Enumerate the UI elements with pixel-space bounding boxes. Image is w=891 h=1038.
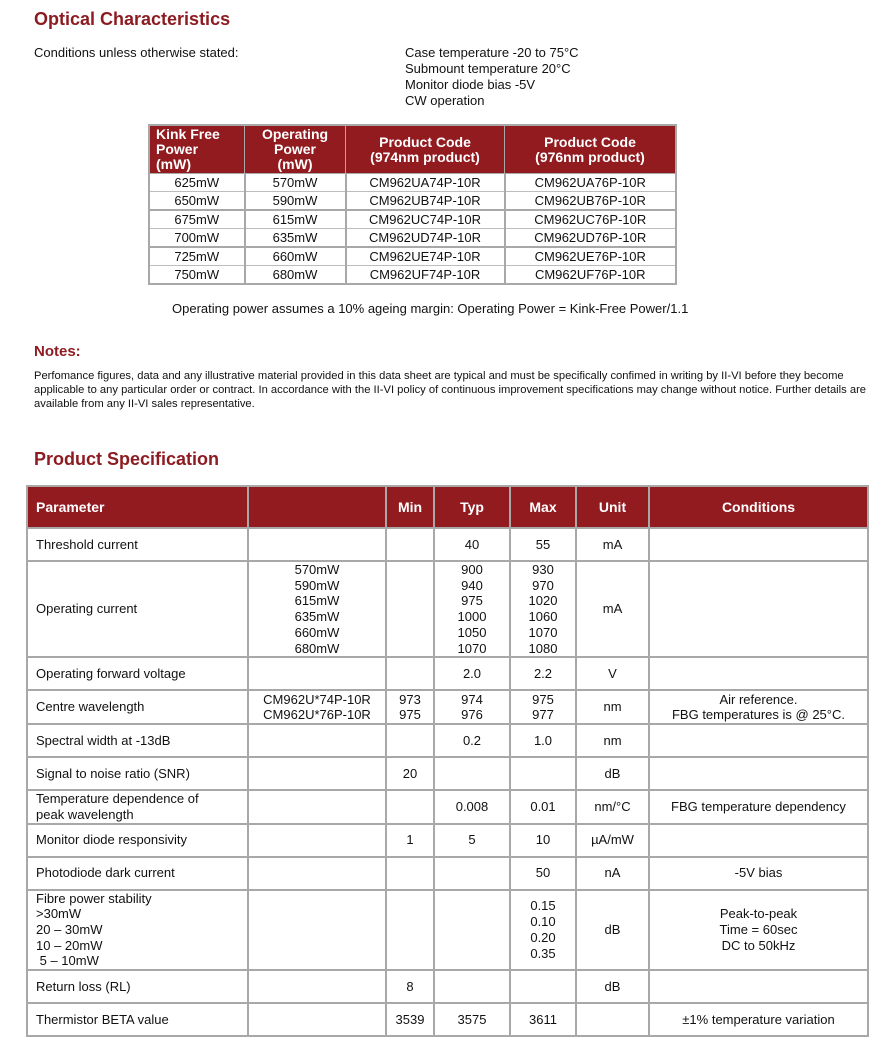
header-product-code-976: Product Code (976nm product) <box>505 125 677 174</box>
spec-table-row <box>27 790 868 823</box>
cell-line: 10 <box>535 832 551 848</box>
cell-line: 975 <box>532 691 554 707</box>
cell-min <box>386 1003 434 1036</box>
cell-line: 680mW <box>294 640 340 656</box>
cell-line: 975 <box>461 593 483 609</box>
cell-min <box>386 824 434 857</box>
cell-line: 3575 <box>457 1011 487 1027</box>
header-variant <box>248 486 386 528</box>
optical-table-row <box>149 192 676 211</box>
cell-typ <box>434 724 510 757</box>
cell-line: -5V bias <box>734 865 783 881</box>
cell-conditions <box>649 824 868 857</box>
cell-min <box>386 528 434 561</box>
cell-variant <box>248 890 386 971</box>
cell-line: Signal to noise ratio (SNR) <box>36 765 190 781</box>
header-typ: Typ <box>434 486 510 528</box>
cell-line: Peak-to-peak <box>719 906 798 922</box>
cell-typ <box>434 528 510 561</box>
cell-line: 0.01 <box>530 799 556 815</box>
cell-conditions <box>649 757 868 790</box>
cell-line: Monitor diode responsivity <box>36 832 188 848</box>
cell-line: 1070 <box>457 640 487 656</box>
cell-min <box>386 690 434 724</box>
cell-min <box>386 757 434 790</box>
cell-max <box>510 757 576 790</box>
optical-table-row <box>149 210 676 229</box>
cell-conditions <box>649 790 868 823</box>
cell-max <box>510 890 576 971</box>
header-min: Min <box>386 486 434 528</box>
cell-conditions <box>649 690 868 724</box>
cell-line: 615mW <box>294 593 340 609</box>
cell-max <box>510 690 576 724</box>
cell-line: >30mW <box>36 906 82 922</box>
cell-max <box>510 857 576 890</box>
cell-line: 50 <box>535 865 551 881</box>
cell-unit <box>576 657 649 690</box>
cell-parameter <box>27 1003 248 1036</box>
cell-parameter <box>27 824 248 857</box>
cell-line: 976 <box>461 707 483 723</box>
spec-table-row <box>27 657 868 690</box>
cell-min <box>386 970 434 1003</box>
cell-line: 1060 <box>528 609 558 625</box>
cell-line: CM962U*74P-10R <box>263 691 371 707</box>
cell-conditions <box>649 657 868 690</box>
cell-parameter <box>27 690 248 724</box>
cell-product-code-976: CM962UB76P-10R <box>505 192 677 211</box>
spec-table-row <box>27 824 868 857</box>
spec-table-header <box>27 486 868 528</box>
cell-line: 1 <box>406 832 414 848</box>
optical-table-row <box>149 266 676 285</box>
optical-table-header <box>149 125 676 174</box>
optical-table-row <box>149 247 676 266</box>
cell-unit <box>576 757 649 790</box>
cell-line: 0.008 <box>455 799 489 815</box>
cell-line: 5 – 10mW <box>36 953 99 969</box>
cell-line: 590mW <box>294 577 340 593</box>
cell-line: Spectral width at -13dB <box>36 732 171 748</box>
cell-variant <box>248 561 386 657</box>
conditions-list <box>405 45 579 109</box>
cell-typ <box>434 824 510 857</box>
cell-kink-free-power: 625mW <box>149 174 245 192</box>
cell-line: 0.2 <box>462 732 482 748</box>
operating-power-footnote: Operating power assumes a 10% ageing margin: Operating Power = Kink-Free Power/1.1 <box>172 301 689 316</box>
cell-line: 635mW <box>294 609 340 625</box>
cell-unit <box>576 528 649 561</box>
cell-unit <box>576 561 649 657</box>
cell-typ <box>434 561 510 657</box>
cell-conditions <box>649 890 868 971</box>
cell-line: 0.35 <box>530 945 556 961</box>
product-specification-heading: Product Specification <box>34 449 220 469</box>
cell-line: 1020 <box>528 593 558 609</box>
cell-line: Return loss (RL) <box>36 978 131 994</box>
cell-line: Thermistor BETA value <box>36 1011 169 1027</box>
cell-line: ±1% temperature variation <box>682 1011 835 1027</box>
notes-body: Perfomance figures, data and any illustrative material provided in this data sheet are typical and must be specifically confimed in writing by II-VI before they become applicable to any particular order or contract. In accordance with the II-VI policy of continuous improvement specifications may change without notice. Further details are available from any II-VI sales representative. <box>34 370 867 410</box>
cell-line: 0.10 <box>530 914 556 930</box>
cell-parameter <box>27 790 248 823</box>
cell-unit <box>576 790 649 823</box>
spec-table-row <box>27 724 868 757</box>
cell-max <box>510 824 576 857</box>
header-kink-free-power: Kink Free Power (mW) <box>149 125 245 174</box>
cell-typ <box>434 1003 510 1036</box>
cell-line: 975 <box>399 707 421 723</box>
spec-table-row <box>27 970 868 1003</box>
spec-table-row <box>27 857 868 890</box>
cell-line: 20 <box>402 765 418 781</box>
cell-product-code-974: CM962UF74P-10R <box>346 266 505 285</box>
cell-line: 1080 <box>528 640 558 656</box>
cell-unit <box>576 824 649 857</box>
cell-line: mA <box>602 536 623 552</box>
header-max: Max <box>510 486 576 528</box>
cell-typ <box>434 690 510 724</box>
cell-line: FBG temperature dependency <box>671 799 846 815</box>
cell-product-code-974: CM962UB74P-10R <box>346 192 505 211</box>
cell-max <box>510 561 576 657</box>
cell-line: 55 <box>535 536 551 552</box>
cell-parameter <box>27 528 248 561</box>
cell-line: 977 <box>532 707 554 723</box>
spec-table-row <box>27 561 868 657</box>
cell-variant <box>248 724 386 757</box>
spec-table-row <box>27 690 868 724</box>
cell-line: 2.2 <box>533 665 553 681</box>
cell-operating-power: 570mW <box>245 174 346 192</box>
cell-kink-free-power: 750mW <box>149 266 245 285</box>
spec-table-row <box>27 1003 868 1036</box>
cell-conditions <box>649 528 868 561</box>
cell-conditions <box>649 561 868 657</box>
cell-unit <box>576 690 649 724</box>
cell-line: dB <box>604 765 621 781</box>
cell-line: nm <box>603 699 622 715</box>
cell-line: dB <box>604 922 621 938</box>
cell-line: 20 – 30mW <box>36 922 103 938</box>
cell-conditions <box>649 857 868 890</box>
cell-max <box>510 1003 576 1036</box>
optical-table-row <box>149 174 676 192</box>
header-parameter: Parameter <box>27 486 248 528</box>
cell-line: 1000 <box>457 609 487 625</box>
cell-line: 0.20 <box>530 929 556 945</box>
cell-variant <box>248 970 386 1003</box>
cell-parameter <box>27 857 248 890</box>
cell-line: 8 <box>406 978 414 994</box>
cell-unit <box>576 970 649 1003</box>
cell-line: CM962U*76P-10R <box>263 707 371 723</box>
cell-line: V <box>608 665 617 681</box>
notes-heading: Notes: <box>34 343 81 360</box>
cell-product-code-976: CM962UA76P-10R <box>505 174 677 192</box>
cell-parameter <box>27 561 248 657</box>
cell-line: nA <box>604 865 621 881</box>
cell-min <box>386 890 434 971</box>
header-product-code-974: Product Code (974nm product) <box>346 125 505 174</box>
cell-line: DC to 50kHz <box>721 937 796 953</box>
cell-min <box>386 657 434 690</box>
cell-parameter <box>27 890 248 971</box>
cell-variant <box>248 857 386 890</box>
cell-conditions <box>649 970 868 1003</box>
cell-min <box>386 561 434 657</box>
cell-line: peak wavelength <box>36 806 134 822</box>
cell-operating-power: 635mW <box>245 229 346 248</box>
optical-product-table <box>148 124 677 285</box>
cell-line: 3611 <box>529 1011 557 1027</box>
cell-kink-free-power: 700mW <box>149 229 245 248</box>
cell-variant <box>248 757 386 790</box>
cell-variant <box>248 528 386 561</box>
cell-line: Photodiode dark current <box>36 865 175 881</box>
cell-parameter <box>27 757 248 790</box>
cell-line: 570mW <box>294 562 340 577</box>
cell-product-code-974: CM962UE74P-10R <box>346 247 505 266</box>
cell-line: 0.15 <box>530 898 556 914</box>
cell-max <box>510 657 576 690</box>
cell-line: Centre wavelength <box>36 699 145 715</box>
cell-line: Temperature dependence of <box>36 791 199 807</box>
cell-unit <box>576 890 649 971</box>
spec-table-row <box>27 757 868 790</box>
cell-unit <box>576 1003 649 1036</box>
cell-min <box>386 790 434 823</box>
cell-max <box>510 970 576 1003</box>
cell-line: 973 <box>399 691 421 707</box>
cell-line: µA/mW <box>591 832 634 848</box>
cell-product-code-974: CM962UA74P-10R <box>346 174 505 192</box>
spec-table-row <box>27 890 868 971</box>
optical-table-row <box>149 229 676 248</box>
cell-min <box>386 724 434 757</box>
cell-line: 1070 <box>528 624 558 640</box>
cell-parameter <box>27 970 248 1003</box>
cell-line: Operating current <box>36 601 138 617</box>
cell-product-code-974: CM962UC74P-10R <box>346 210 505 229</box>
cell-line: 660mW <box>294 624 340 640</box>
cell-product-code-976: CM962UD76P-10R <box>505 229 677 248</box>
cell-line: FBG temperatures is @ 25°C. <box>671 707 845 723</box>
cell-line: nm/°C <box>594 799 631 815</box>
cell-variant <box>248 1003 386 1036</box>
cell-variant <box>248 824 386 857</box>
cell-unit <box>576 724 649 757</box>
cell-max <box>510 528 576 561</box>
cell-line: 3539 <box>395 1011 425 1027</box>
cell-line: Air reference. <box>719 691 798 707</box>
cell-line: 940 <box>461 577 483 593</box>
cell-conditions <box>649 724 868 757</box>
cell-line: 5 <box>468 832 476 848</box>
cell-conditions <box>649 1003 868 1036</box>
product-specification-table <box>26 485 869 1037</box>
optical-characteristics-heading: Optical Characteristics <box>34 9 231 29</box>
condition-item: CW operation <box>405 93 485 108</box>
cell-line: Threshold current <box>36 536 138 552</box>
cell-operating-power: 615mW <box>245 210 346 229</box>
cell-max <box>510 724 576 757</box>
cell-typ <box>434 857 510 890</box>
conditions-label: Conditions unless otherwise stated: <box>34 45 239 60</box>
cell-parameter <box>27 724 248 757</box>
cell-operating-power: 660mW <box>245 247 346 266</box>
cell-product-code-976: CM962UE76P-10R <box>505 247 677 266</box>
cell-kink-free-power: 650mW <box>149 192 245 211</box>
cell-variant <box>248 790 386 823</box>
cell-line: 40 <box>464 536 480 552</box>
cell-line: 1.0 <box>533 732 553 748</box>
spec-table-row <box>27 528 868 561</box>
cell-line: 900 <box>461 562 483 577</box>
cell-typ <box>434 657 510 690</box>
cell-line: 930 <box>532 562 554 577</box>
header-operating-power: Operating Power (mW) <box>245 125 346 174</box>
cell-line: 974 <box>461 691 483 707</box>
cell-line: Time = 60sec <box>719 922 798 938</box>
cell-line: 2.0 <box>462 665 482 681</box>
cell-line: mA <box>602 601 623 617</box>
header-conditions: Conditions <box>649 486 868 528</box>
cell-typ <box>434 790 510 823</box>
cell-line: nm <box>603 732 622 748</box>
cell-product-code-976: CM962UC76P-10R <box>505 210 677 229</box>
cell-unit <box>576 857 649 890</box>
cell-product-code-974: CM962UD74P-10R <box>346 229 505 248</box>
cell-variant <box>248 657 386 690</box>
cell-line: dB <box>604 978 621 994</box>
condition-item: Case temperature -20 to 75°C <box>405 45 579 60</box>
cell-operating-power: 590mW <box>245 192 346 211</box>
header-unit: Unit <box>576 486 649 528</box>
cell-operating-power: 680mW <box>245 266 346 285</box>
condition-item: Monitor diode bias -5V <box>405 77 536 92</box>
cell-line: 1050 <box>457 624 487 640</box>
cell-kink-free-power: 725mW <box>149 247 245 266</box>
cell-line: Fibre power stability <box>36 890 152 906</box>
cell-kink-free-power: 675mW <box>149 210 245 229</box>
cell-line: 10 – 20mW <box>36 937 103 953</box>
cell-variant <box>248 690 386 724</box>
cell-line: Operating forward voltage <box>36 665 186 681</box>
cell-typ <box>434 890 510 971</box>
cell-product-code-976: CM962UF76P-10R <box>505 266 677 285</box>
cell-min <box>386 857 434 890</box>
condition-item: Submount temperature 20°C <box>405 61 571 76</box>
cell-parameter <box>27 657 248 690</box>
cell-typ <box>434 757 510 790</box>
cell-line: 970 <box>532 577 554 593</box>
cell-typ <box>434 970 510 1003</box>
cell-max <box>510 790 576 823</box>
